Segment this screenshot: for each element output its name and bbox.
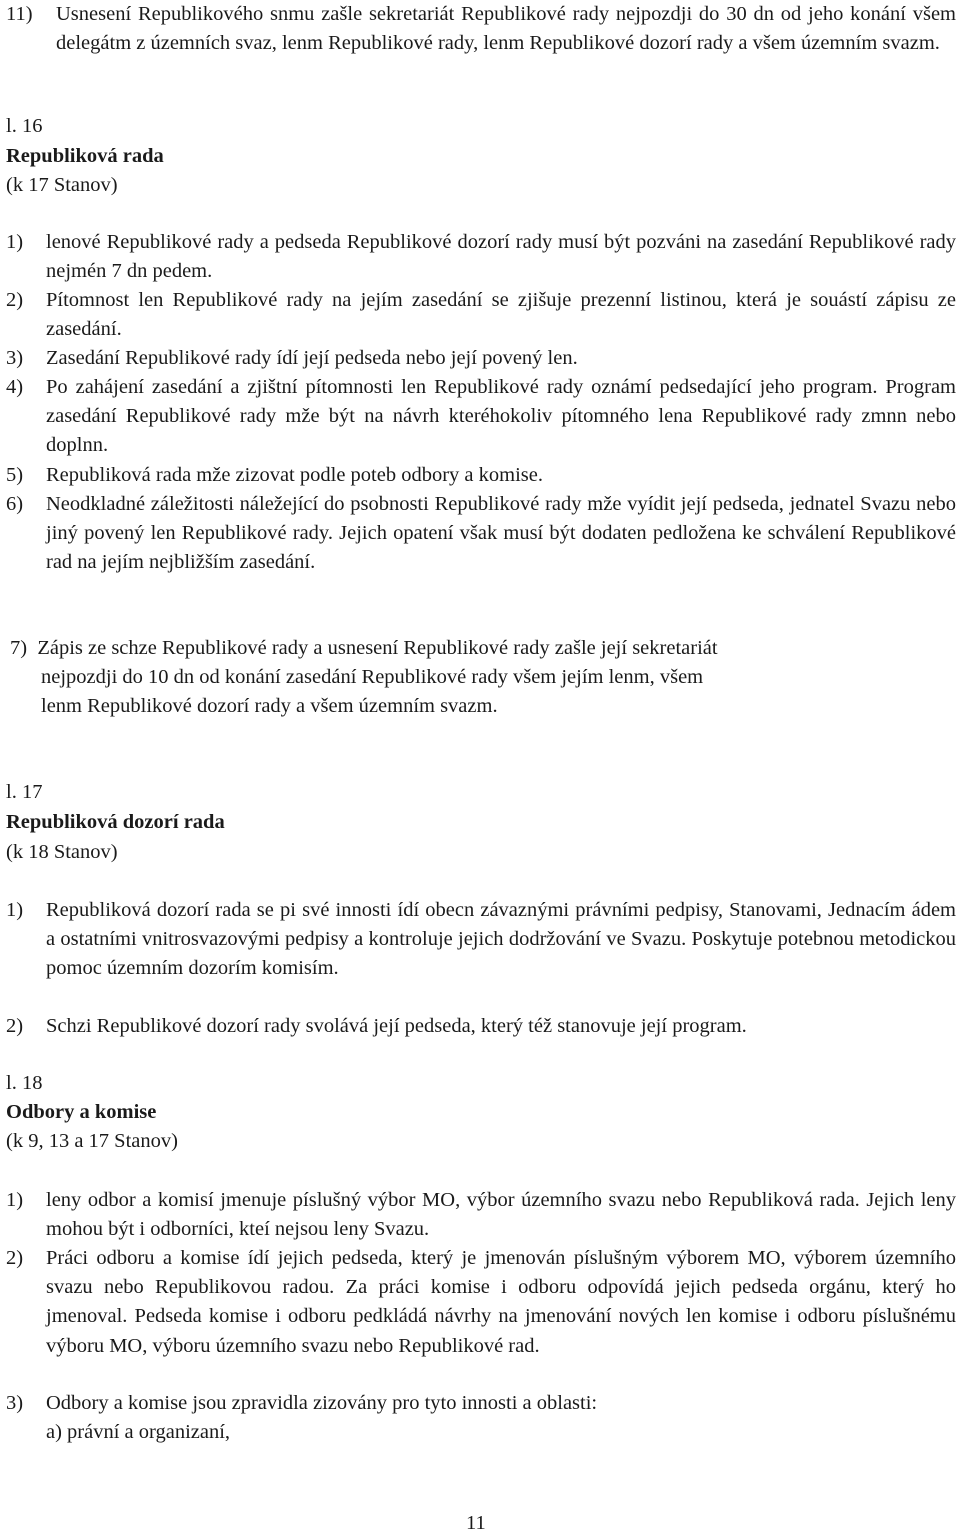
article-18-subitem-a: a) právní a organizaní, <box>46 1421 231 1443</box>
item-text: Pítomnost len Republikové rady na jejím zasedání se zjišuje prezenní listinou, která je souástí zápisu ze zasedání. <box>46 289 956 341</box>
article-16-item-7 <box>10 634 910 722</box>
article-16-reference: (k 17 Stanov) <box>6 174 118 196</box>
article-17-title: l. 17 <box>6 781 43 803</box>
item-7-line-3: lenm Republikové dozorí rady a všem územním svazm. <box>41 695 498 718</box>
article-17-item-1 <box>6 896 956 984</box>
item-text: lenové Republikové rady a pedseda Republikové dozorí rady musí být pozváni na zasedání Republikové rady nejmén 7 dn pedem. <box>46 231 956 283</box>
page-number: 11 <box>466 1512 486 1534</box>
article-16-item-3 <box>6 344 956 373</box>
item-number: 5) <box>6 464 24 486</box>
article-18-reference: (k 9, 13 a 17 Stanov) <box>6 1130 178 1152</box>
item-text: Po zahájení zasedání a zjištní pítomnosti len Republikové rady oznámí pedsedající jeho program. Program zasedání Republikové rady mže být na návrh kteréhokoliv pítomného lena Republikové rady zmnn nebo doplnn. <box>46 376 956 457</box>
item-text: leny odbor a komisí jmenuje píslušný výbor MO, výbor územního svazu nebo Republiková rada. Jejich leny mohou být i odborníci, kteí nejsou leny Svazu. <box>46 1189 956 1241</box>
item-text: Práci odboru a komise ídí jejich pedseda, který je jmenován píslušným výborem MO, výborem územního svazu nebo Republikovou radou. Za práci komise i odboru odpovídá jejich pedseda orgánu, který ho jmenoval. Pedseda komise i odboru pedkládá návrhy na jmenování nových len komise i odboru píslušnému výboru MO, výboru územního svazu nebo Republikové rad. <box>46 1247 956 1357</box>
item-number: 7) <box>10 637 28 659</box>
article-16-item-6 <box>6 490 956 578</box>
item-number: 2) <box>6 1015 24 1037</box>
article-16-name: Republiková rada <box>6 145 164 167</box>
article-16-title: l. 16 <box>6 115 43 137</box>
item-7-line-1 <box>10 634 910 663</box>
item-text: Zápis ze schze Republikové rady a usnesení Republikové rady zašle její sekretariát <box>37 637 718 659</box>
article-16-item-1 <box>6 228 956 286</box>
article-17-name: Republiková dozorí rada <box>6 811 225 833</box>
item-number: 4) <box>6 376 24 398</box>
item-number: 1) <box>6 231 24 253</box>
item-text: Schzi Republikové dozorí rady svolává její pedseda, který též stanovuje její program. <box>46 1015 747 1037</box>
item-number: 3) <box>6 347 24 369</box>
item-7-line-2: nejpozdji do 10 dn od konání zasedání Republikové rady všem jejím lenm, všem <box>41 666 704 689</box>
article-16-item-2 <box>6 286 956 344</box>
item-text: Zasedání Republikové rady ídí její pedseda nebo její povený len. <box>46 347 578 369</box>
article-16-item-5 <box>6 461 956 490</box>
item-number: 6) <box>6 493 24 515</box>
article-18-title: l. 18 <box>6 1072 43 1094</box>
item-text: Republiková rada mže zizovat podle poteb odbory a komise. <box>46 464 543 486</box>
article-17-reference: (k 18 Stanov) <box>6 841 118 863</box>
item-number: 1) <box>6 899 24 921</box>
paragraph-number: 11) <box>6 3 33 25</box>
item-number: 2) <box>6 1247 24 1269</box>
item-text: Neodkladné záležitosti náležející do psobnosti Republikové rady mže vyídit její pedseda, jednatel Svazu nebo jiný povený len Republikové rady. Jejich opatení však musí být dodaten pedložena ke schválení Republikové rad na jejím nejbližším zasedání. <box>46 493 956 574</box>
item-text: Republiková dozorí rada se pi své innosti ídí obecn závaznými právními pedpisy, Stanovami, Jednacím ádem a ostatními vnitrosvazovými pedpisy a kontroluje jejich dodržování ve Svazu. Poskytuje potebnou metodickou pomoc územním dozorím komisím. <box>46 899 956 980</box>
article-18-item-1 <box>6 1186 956 1244</box>
article-18-name: Odbory a komise <box>6 1101 157 1123</box>
item-number: 2) <box>6 289 24 311</box>
paragraph-text: Usnesení Republikového snmu zašle sekretariát Republikové rady nejpozdji do 30 dn od jeho konání všem delegátm z územních svaz, lenm Republikové rady, lenm Republikové dozorí rady a všem územním svazm. <box>56 3 956 55</box>
article-18-item-3 <box>6 1389 956 1418</box>
article-17-item-2 <box>6 1012 956 1041</box>
item-text: Odbory a komise jsou zpravidla zizovány pro tyto innosti a oblasti: <box>46 1392 598 1414</box>
article-18-item-2 <box>6 1244 956 1361</box>
paragraph-11 <box>6 0 956 58</box>
article-16-item-4 <box>6 373 956 461</box>
item-number: 1) <box>6 1189 24 1211</box>
item-number: 3) <box>6 1392 24 1414</box>
